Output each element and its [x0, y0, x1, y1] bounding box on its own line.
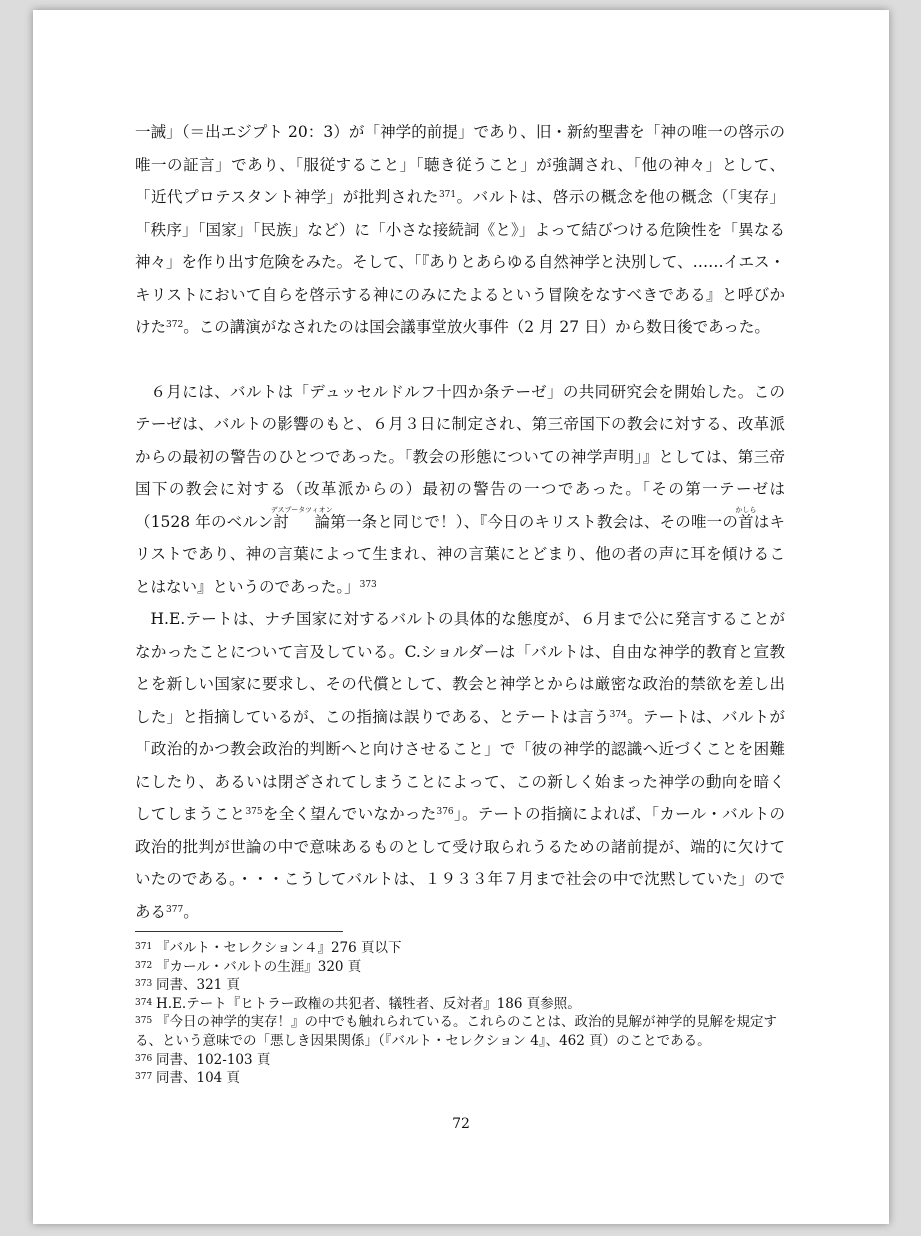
ruby-reading: デスプータツィオン [270, 505, 333, 514]
text-run: はキリストであり、神の言葉によって生まれ、神の言葉にとどまり、他の者の声に耳を傾けることはない』というのであった。」 [135, 512, 785, 596]
ruby-base: 討 論 [270, 512, 333, 531]
text-run: H.E.テートは、ナチ国家に対するバルトの具体的な態度が、６月まで公に発言することがなかったことについて言及している。C.ショルダーは「バルトは、自由な神学的教育と宣教とを新しい国家に要求し、その代償として、教会と神学とからは厳密な政治的禁欲を差し出した」と指摘しているが、この指摘は誤りである、とテートは言う [135, 610, 785, 726]
footnote-text: 同書、321 頁 [156, 977, 241, 994]
footnote-text: 同書、102-103 頁 [156, 1051, 271, 1068]
ruby-disputation [270, 505, 333, 531]
footnote-ref-374[interactable]: 374 [609, 709, 627, 720]
text-run: 。この講演がなされたのは国会議事堂放火事件（2 月 27 日）から数日後であった。 [183, 318, 770, 336]
footnote-number: 372 [135, 960, 153, 971]
footnote-number: 373 [135, 979, 153, 990]
footnote-ref-375[interactable]: 375 [245, 807, 263, 817]
footnotes [135, 939, 785, 1088]
footnote-number: 374 [135, 997, 153, 1008]
footnote-number: 371 [135, 942, 153, 952]
footnote-text: 同書、104 頁 [156, 1070, 241, 1087]
footnote-number: 376 [135, 1053, 153, 1064]
footnote-text: H.E.テート『ヒトラー政権の共犯者、犠牲者、反対者』186 頁参照。 [156, 995, 581, 1012]
text-run: 」。テートの指摘によれば、「カール・バルトの政治的批判が世論の中で意味あるものとして受け取られうるための諸前提が、端的に欠けていたのである。・・・こうしてバルトは、１９３３年７月まで社会の中で沈黙していた」のである [135, 805, 785, 921]
text-run: 。バルトは、啓示の概念を他の概念（「実存」「秩序」「国家」「民族」など）に「小さな接続詞《と》」よって結びつける危険性を「異なる神々」を作り出す危険をみた。そして、「『ありとあらゆる自然神学と決別して、……イエス・キリストにおいて自らを啓示する神にのみにたよるという冒険をなすべきである』と呼びかけた [135, 188, 785, 336]
paragraph-3 [135, 603, 785, 928]
footnote-ref-377[interactable]: 377 [166, 904, 184, 915]
text-run: ６月には、バルトは「デュッセルドルフ十四か条テーゼ」の共同研究会を開始した。このテーゼは、バルトの影響のもと、６月３日に制定され、第三帝国下の教会に対する、改革派からの最初の警告のひとつであった。「教会の形態についての神学声明」』としては、第三帝国下の教会に対する（改革派からの）最初の警告の一つであった。「その第一テーゼは（1528 年のベルン [135, 382, 785, 531]
footnote-item [135, 1013, 785, 1050]
footnote-separator [135, 931, 343, 932]
footnote-item [135, 995, 785, 1014]
footnote-number: 375 [135, 1016, 153, 1027]
footnote-item [135, 976, 785, 995]
text-run: 一誡」（＝出エジプト 20：3）が「神学的前提」であり、旧・新約聖書を「神の唯一の啓示の唯一の証言」であり、「服従すること」「聴き従うこと」が強調され、「他の神々」として、「近代プロテスタント神学」が批判された [135, 123, 785, 206]
footnote-ref-373[interactable]: 373 [359, 579, 377, 590]
footnote-item [135, 1051, 785, 1070]
ruby-base: 首 [735, 512, 757, 531]
ruby-reading: かしら [735, 505, 757, 514]
paragraph-1 [135, 116, 785, 344]
paragraph-gap [135, 344, 785, 376]
footnote-item [135, 939, 785, 958]
text-run: 。テートは、バルトが「政治的かつ教会政治的判断へと向けさせること」で「彼の神学的認識へ近づくことを困難にしたり、あるいは閉ざされてしまうことによって、この新しく始まった神学の動向を暗くしてしまうこと [135, 707, 785, 823]
ruby-kashira [735, 505, 757, 531]
footnote-text: 『バルト・セレクション４』276 頁以下 [156, 940, 402, 956]
paragraph-2 [135, 376, 785, 604]
footnote-item [135, 1069, 785, 1088]
text-run: を全く望んでいなかった [262, 805, 437, 823]
footnote-ref-376[interactable]: 376 [436, 807, 454, 817]
text-run: 。 [183, 902, 199, 921]
footnote-number: 377 [135, 1072, 153, 1083]
footnote-ref-372[interactable]: 372 [166, 320, 184, 330]
page-number: 72 [452, 1116, 470, 1132]
footnote-item [135, 958, 785, 977]
footnote-ref-371[interactable]: 371 [438, 190, 457, 200]
document-page [33, 10, 889, 1224]
body-text [135, 116, 785, 928]
text-run: 第一条と同じで！）、『今日のキリスト教会は、その唯一の [330, 512, 739, 531]
footnote-text: 『カール・バルトの生涯』320 頁 [156, 958, 362, 975]
footnote-text: 『今日の神学的実存！』の中でも触れられている。これらのことは、政治的見解が神学的見解を規定する、という意味での「悪しき因果関係」（『バルト・セレクション 4』、462 頁）のことである。 [135, 1014, 777, 1049]
